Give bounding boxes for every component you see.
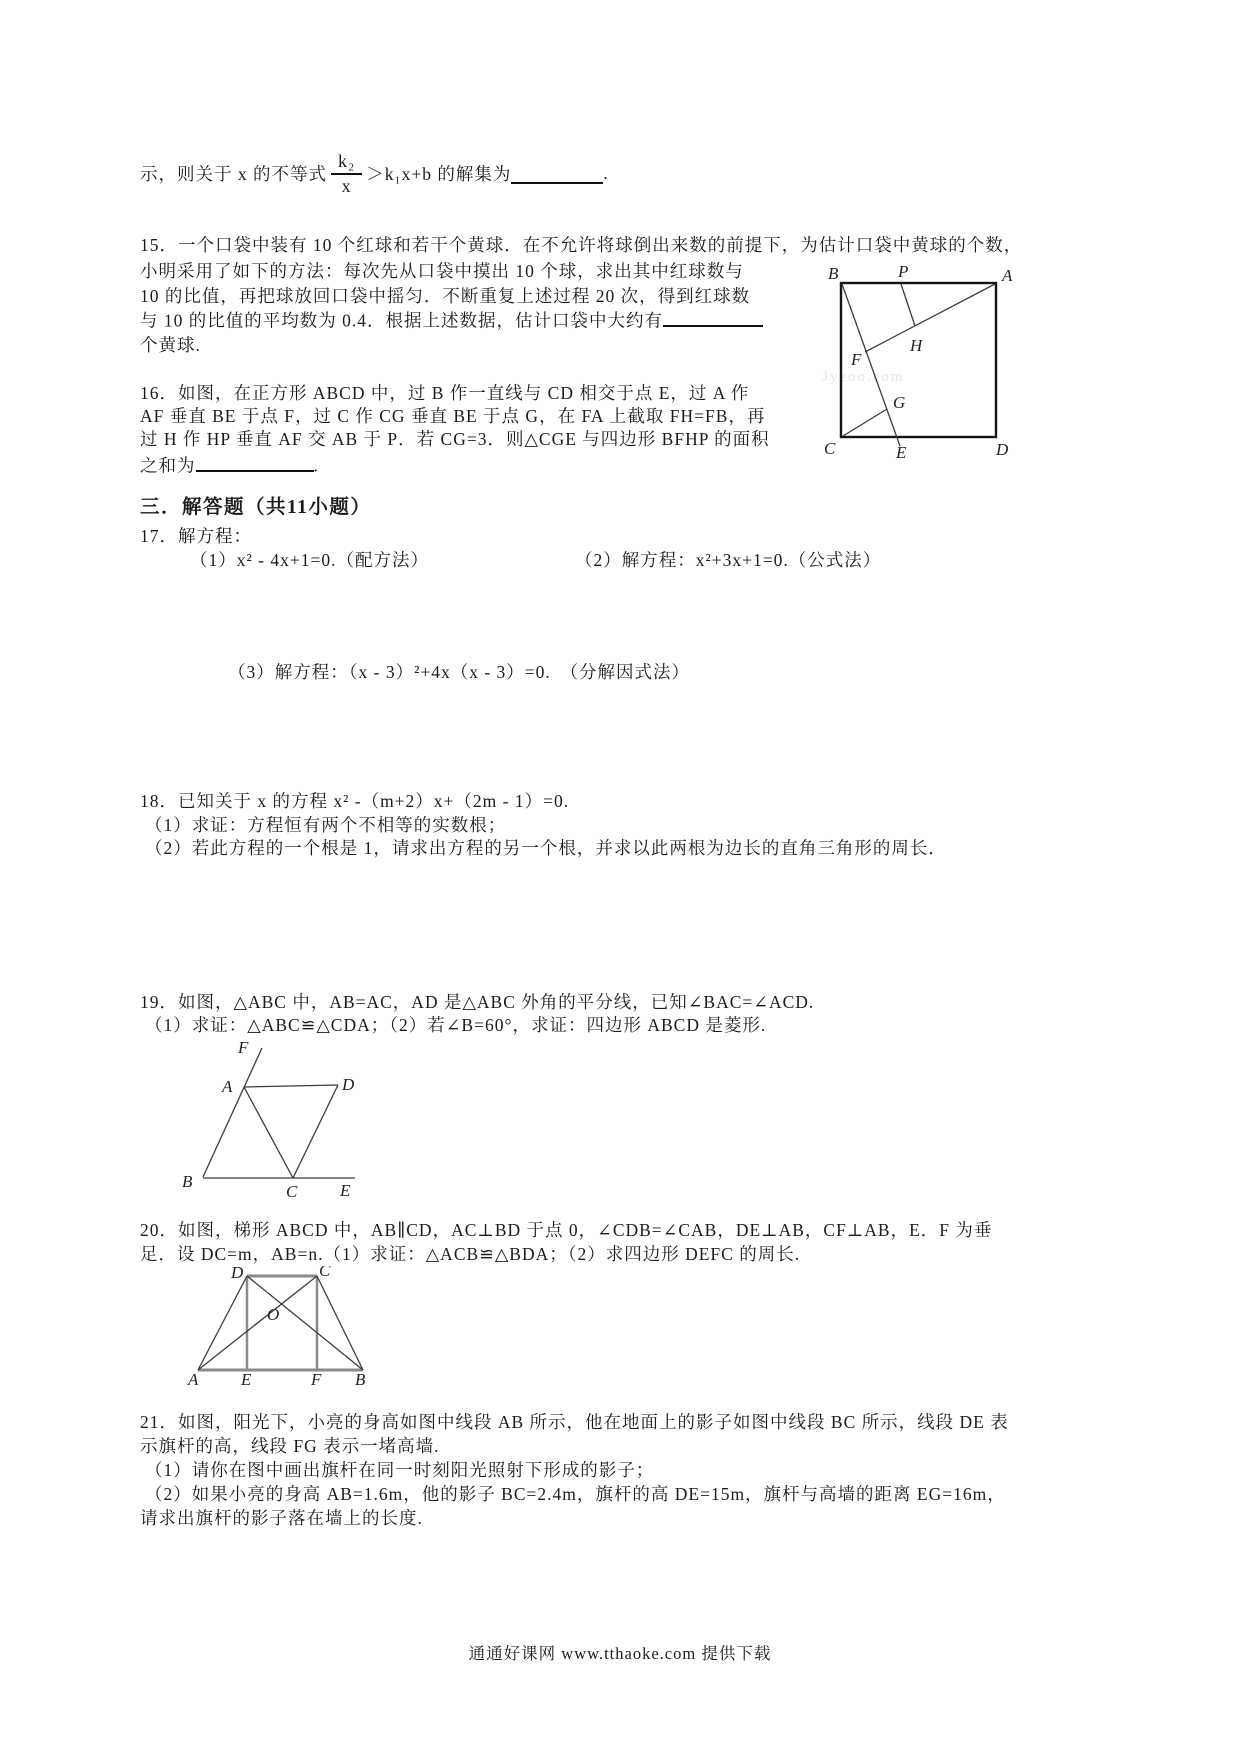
q15-line-1: 15．一个口袋中装有 10 个红球和若干个黄球．在不允许将球倒出来数的前提下，为估计口袋中黄球的个数， (140, 235, 1023, 255)
q19-figure-rhombus-abcd (160, 1040, 400, 1200)
fig19-label-B: B (182, 1172, 193, 1191)
fig16-label-E: E (896, 443, 907, 462)
fig16-label-B: B (828, 264, 839, 283)
q21-line-1: 21．如图，阳光下，小亮的身高如图中线段 AB 所示，他在地面上的影子如图中线段 BC 所示，线段 DE 表 (140, 1412, 1009, 1432)
fraction-k2-over-x (331, 152, 362, 196)
q17-head: 17．解方程： (140, 526, 252, 546)
segment-PH (901, 284, 915, 326)
q18-line-1: 18．已知关于 x 的方程 x² -（m+2）x+（2m - 1）=0. (140, 791, 570, 811)
fig20-label-E: E (241, 1370, 252, 1388)
fig20-label-D: D (231, 1266, 244, 1282)
fig20-label-F: F (311, 1370, 322, 1388)
diagonal-AC (198, 1276, 317, 1370)
segment-AF (865, 284, 995, 352)
q17-part-3: （3）解方程：（x - 3）²+4x（x - 3）=0. （分解因式法） (228, 662, 691, 682)
q15-line-2: 小明采用了如下的方法：每次先从口袋中摸出 10 个球，求出其中红球数与 (140, 261, 744, 281)
q20-figure-trapezoid-abcd (185, 1266, 385, 1388)
q14-period: . (603, 163, 609, 184)
q19-line-1: 19．如图，△ABC 中，AB=AC，AD 是△ABC 外角的平分线，已知∠BAC=∠ACD. (140, 992, 815, 1012)
q21-line-4: （2）如果小亮的身高 AB=1.6m，他的影子 BC=2.4m，旗杆的高 DE=15m，旗杆与高墙的距离 EG=16m， (145, 1484, 1006, 1504)
answer-blank-q14 (511, 164, 603, 184)
fig20-label-B: B (355, 1370, 366, 1388)
segment-CD (293, 1085, 338, 1178)
q18-line-2: （1）求证：方程恒有两个不相等的实数根； (145, 815, 507, 835)
fraction-numerator: k₂ (331, 152, 362, 175)
fig19-label-D: D (342, 1075, 355, 1094)
fig19-label-F: F (238, 1040, 249, 1057)
fig19-label-A: A (222, 1077, 233, 1096)
q15-line-4-text: 与 10 的比值的平均数为 0.4．根据上述数据，估计口袋中大约有 (140, 310, 663, 331)
fig16-label-G: G (893, 393, 906, 412)
q16-line-2: AF 垂直 BE 于点 F，过 C 作 CG 垂直 BE 于点 G，在 FA 上截取 FH=FB，再 (140, 406, 766, 426)
segment-AC (244, 1087, 293, 1178)
fig16-label-C: C (824, 439, 836, 458)
segment-CB (317, 1276, 363, 1370)
q15-line-3: 10 的比值，再把球放回口袋中摇匀．不断重复上述过程 20 次，得到红球数 (140, 286, 751, 306)
q21-line-3: （1）请你在图中画出旗杆在同一时刻阳光照射下形成的影子； (145, 1460, 655, 1480)
q14-solution-line (140, 152, 609, 196)
line-F-through-A-to-B (203, 1048, 262, 1177)
q16-line-4-text: 之和为 (140, 455, 196, 476)
fig16-label-P: P (898, 262, 909, 281)
fig16-label-D: D (996, 440, 1009, 459)
watermark-text: Jyeoo.com (822, 369, 905, 385)
fig20-label-O: O (267, 1305, 280, 1324)
q16-line-1: 16．如图，在正方形 ABCD 中，过 B 作一直线与 CD 相交于点 E，过 A 作 (140, 383, 750, 403)
answer-blank-q16 (196, 452, 314, 472)
square-outline (841, 283, 996, 437)
q14-prefix-text: 示，则关于 x 的不等式 (140, 164, 327, 185)
q20-line-1: 20．如图，梯形 ABCD 中，AB∥CD，AC⊥BD 于点 0，∠CDB=∠CAB，DE⊥AB，CF⊥AB，E．F 为垂 (140, 1220, 993, 1240)
fraction-denominator: x (341, 175, 352, 196)
fig19-label-E: E (340, 1181, 351, 1200)
q21-line-2: 示旗杆的高，线段 FG 表示一堵高墙. (140, 1436, 440, 1456)
fig16-label-H: H (910, 336, 923, 355)
q17-part-1: （1）x² - 4x+1=0.（配方法） (190, 550, 429, 570)
q19-line-2: （1）求证：△ABC≌△CDA；（2）若∠B=60°，求证：四边形 ABCD 是菱形. (145, 1015, 767, 1035)
diagonal-DB (247, 1276, 363, 1370)
q15-line-5: 个黄球. (140, 335, 201, 355)
segment-AD (244, 1085, 338, 1087)
fig20-label-A: A (188, 1370, 199, 1388)
fig16-label-F: F (851, 350, 862, 369)
fig20-label-C: C (319, 1266, 331, 1280)
q15-line-4 (140, 307, 763, 333)
fig19-label-C: C (286, 1182, 298, 1200)
segment-AD (198, 1276, 247, 1370)
q17-part-2: （2）解方程：x²+3x+1=0.（公式法） (575, 550, 882, 570)
q16-line-3: 过 H 作 HP 垂直 AF 交 AB 于 P．若 CG=3．则△CGE 与四边形 BFHP 的面积 (140, 429, 770, 449)
q20-line-2: 足．设 DC=m，AB=n.（1）求证：△ACB≌△BDA；（2）求四边形 DEFC 的周长. (140, 1244, 801, 1264)
q16-line-4 (140, 452, 319, 478)
section-3-title: 三．解答题（共11小题） (140, 497, 372, 518)
q18-line-3: （2）若此方程的一个根是 1，请求出方程的另一个根，并求以此两根为边长的直角三角形的周长． (145, 838, 947, 858)
q14-rhs-text: ＞k₁x+b 的解集为 (366, 164, 512, 185)
segment-CG (843, 409, 887, 436)
answer-blank-q15 (663, 307, 763, 327)
q16-period: . (313, 455, 319, 476)
q21-line-5: 请求出旗杆的影子落在墙上的长度. (140, 1508, 423, 1528)
q16-figure-square-abcd (820, 255, 1020, 465)
fig16-label-A: A (1002, 266, 1013, 285)
footer-site-credit: 通通好课网 www.tthaoke.com 提供下载 (468, 1644, 772, 1663)
